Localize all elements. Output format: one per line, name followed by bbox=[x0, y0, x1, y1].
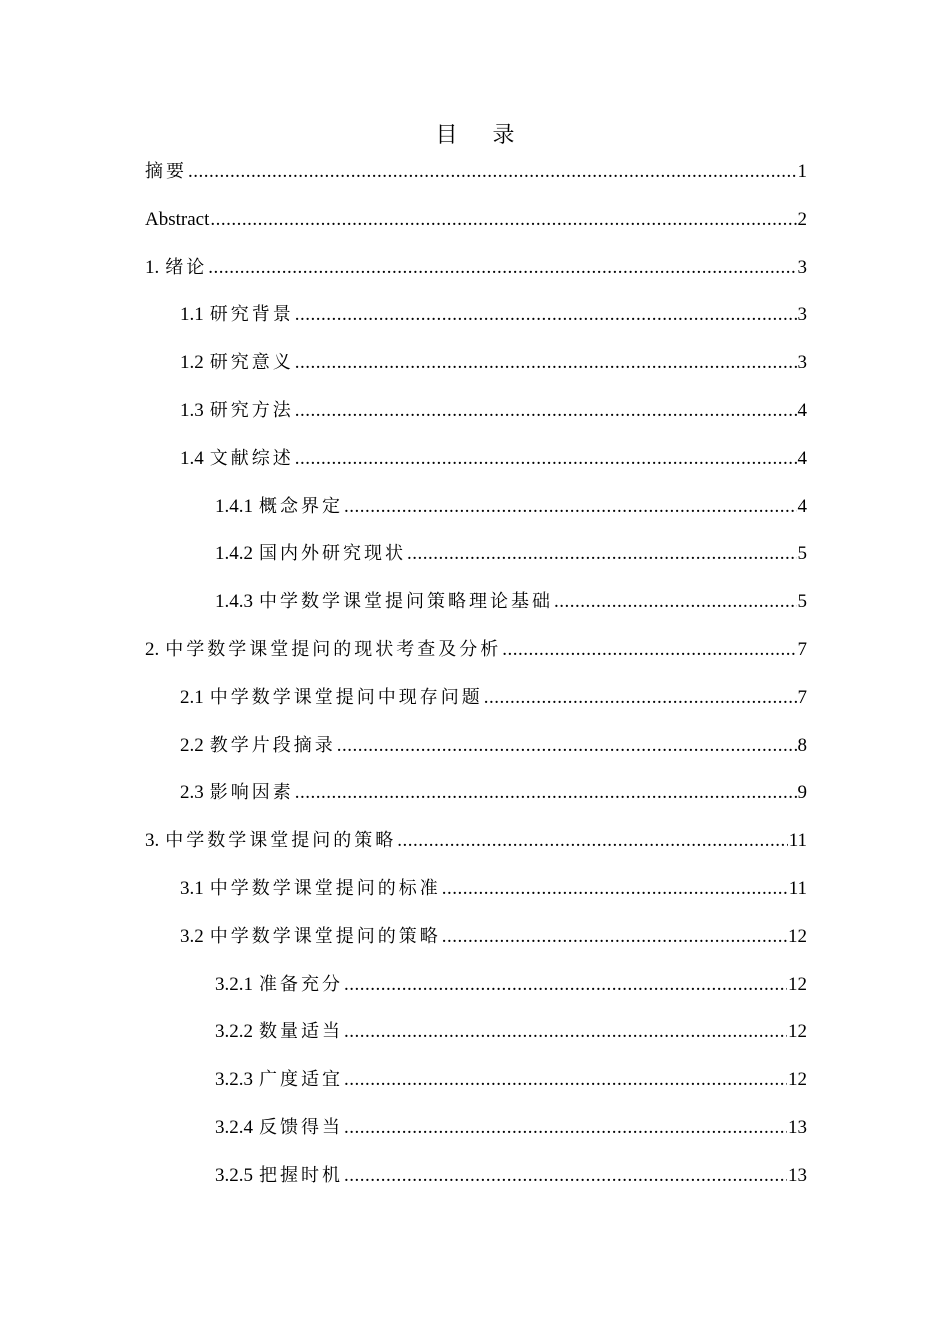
toc-entry-number: 1.4.3 bbox=[215, 591, 253, 613]
toc-entry-number: 3.2.1 bbox=[215, 973, 253, 995]
toc-entry[interactable] bbox=[145, 1156, 807, 1204]
toc-entry-number: 1. bbox=[145, 256, 160, 278]
toc-entry-page-number: 5 bbox=[797, 591, 807, 613]
toc-entry-number: 1.2 bbox=[180, 352, 204, 374]
toc-entry-number: 2.2 bbox=[180, 734, 204, 756]
toc-entry-page-number: 12 bbox=[788, 925, 807, 947]
toc-entry-page-number: 7 bbox=[797, 686, 807, 708]
dot-leader bbox=[554, 582, 797, 622]
toc-entry[interactable] bbox=[145, 391, 807, 439]
toc-entry[interactable] bbox=[145, 534, 807, 582]
toc-entry-page-number: 7 bbox=[797, 638, 807, 660]
toc-entry-number: 1.4.1 bbox=[215, 495, 253, 517]
toc-entry-number: 1.4 bbox=[180, 447, 204, 469]
toc-entry-label: 中学数学课堂提问的现状考查及分析 bbox=[165, 638, 502, 660]
dot-leader bbox=[344, 965, 787, 1005]
toc-entry[interactable] bbox=[145, 248, 807, 296]
toc-entry-label: 中学数学课堂提问的策略 bbox=[209, 925, 441, 947]
toc-entry[interactable] bbox=[145, 678, 807, 726]
dot-leader bbox=[295, 439, 797, 479]
toc-entry-label: 研究方法 bbox=[209, 399, 294, 421]
toc-entry-page-number: 3 bbox=[797, 304, 807, 326]
toc-entry[interactable] bbox=[145, 965, 807, 1013]
toc-entry-page-number: 3 bbox=[797, 352, 807, 374]
toc-entry-number: 1.4.2 bbox=[215, 543, 253, 565]
toc-entry-label: 国内外研究现状 bbox=[259, 543, 406, 565]
toc-entry[interactable] bbox=[145, 295, 807, 343]
toc-entry-page-number: 11 bbox=[788, 830, 807, 852]
toc-entry-label: 数量适当 bbox=[259, 1021, 343, 1043]
dot-leader bbox=[295, 343, 797, 383]
toc-entry-label: 中学数学课堂提问的标准 bbox=[209, 877, 441, 899]
dot-leader bbox=[344, 1060, 787, 1100]
toc-entry-number: 2. bbox=[145, 638, 160, 660]
toc-entry[interactable] bbox=[145, 439, 807, 487]
page-title: 目 录 bbox=[435, 123, 529, 148]
dot-leader bbox=[295, 773, 797, 813]
toc-entry[interactable] bbox=[145, 200, 807, 248]
dot-leader bbox=[337, 726, 797, 766]
toc-entry-page-number: 13 bbox=[788, 1116, 807, 1138]
toc-entry[interactable] bbox=[145, 869, 807, 917]
toc-entry-page-number: 3 bbox=[797, 256, 807, 278]
toc-entry[interactable] bbox=[145, 1060, 807, 1108]
dot-leader bbox=[397, 821, 787, 861]
dot-leader bbox=[188, 152, 797, 192]
toc-entry[interactable] bbox=[145, 487, 807, 535]
toc-entry-page-number: 11 bbox=[788, 877, 807, 899]
toc-entry-number: 1.3 bbox=[180, 399, 204, 421]
toc-entry-number: 3.2.2 bbox=[215, 1021, 253, 1043]
toc-entry-number: 3. bbox=[145, 830, 160, 852]
toc-entry[interactable] bbox=[145, 343, 807, 391]
toc-entry-label: 概念界定 bbox=[259, 495, 343, 517]
dot-leader bbox=[407, 534, 797, 574]
toc-entry-label: 把握时机 bbox=[259, 1164, 343, 1186]
toc-entry[interactable] bbox=[145, 582, 807, 630]
table-of-contents bbox=[145, 152, 807, 1204]
toc-entry[interactable] bbox=[145, 152, 807, 200]
toc-entry-page-number: 8 bbox=[797, 734, 807, 756]
toc-entry-label: 中学数学课堂提问的策略 bbox=[165, 830, 397, 852]
dot-leader bbox=[295, 295, 797, 335]
toc-entry[interactable] bbox=[145, 773, 807, 821]
toc-entry-label: 文献综述 bbox=[209, 447, 294, 469]
toc-entry-number: 2.3 bbox=[180, 782, 204, 804]
toc-entry-number: 2.1 bbox=[180, 686, 204, 708]
toc-entry-page-number: 4 bbox=[797, 495, 807, 517]
dot-leader bbox=[344, 1108, 787, 1148]
toc-entry[interactable] bbox=[145, 1012, 807, 1060]
dot-leader bbox=[502, 630, 796, 670]
toc-entry[interactable] bbox=[145, 726, 807, 774]
toc-entry-number: 3.2.3 bbox=[215, 1069, 253, 1091]
toc-entry-label: 中学数学课堂提问策略理论基础 bbox=[259, 591, 553, 613]
dot-leader bbox=[484, 678, 797, 718]
toc-entry-page-number: 12 bbox=[788, 973, 807, 995]
toc-entry-number: 3.2.5 bbox=[215, 1164, 253, 1186]
toc-entry-label: 教学片段摘录 bbox=[209, 734, 336, 756]
toc-entry-page-number: 2 bbox=[797, 208, 807, 230]
toc-entry-page-number: 4 bbox=[797, 399, 807, 421]
toc-entry[interactable] bbox=[145, 630, 807, 678]
toc-entry-page-number: 12 bbox=[788, 1069, 807, 1091]
dot-leader bbox=[344, 1012, 787, 1052]
toc-entry-page-number: 12 bbox=[788, 1021, 807, 1043]
toc-entry-label: 影响因素 bbox=[209, 782, 294, 804]
toc-entry-page-number: 5 bbox=[797, 543, 807, 565]
dot-leader bbox=[344, 1156, 787, 1196]
toc-entry-number: 3.1 bbox=[180, 877, 204, 899]
toc-entry-number: 3.2 bbox=[180, 925, 204, 947]
toc-entry-page-number: 13 bbox=[788, 1164, 807, 1186]
toc-entry-label: 绪论 bbox=[165, 256, 208, 278]
toc-entry-label: 广度适宜 bbox=[259, 1069, 343, 1091]
dot-leader bbox=[208, 248, 796, 288]
dot-leader bbox=[442, 869, 788, 909]
toc-entry-label: 研究背景 bbox=[209, 304, 294, 326]
toc-entry-label: 中学数学课堂提问中现存问题 bbox=[209, 686, 483, 708]
dot-leader bbox=[295, 391, 797, 431]
toc-entry-label: 研究意义 bbox=[209, 352, 294, 374]
toc-entry-page-number: 4 bbox=[797, 447, 807, 469]
toc-entry-number: 1.1 bbox=[180, 304, 204, 326]
dot-leader bbox=[210, 200, 796, 240]
toc-entry-number: 3.2.4 bbox=[215, 1116, 253, 1138]
dot-leader bbox=[344, 487, 797, 527]
toc-entry[interactable] bbox=[145, 821, 807, 869]
toc-entry-page-number: 9 bbox=[797, 782, 807, 804]
toc-entry-page-number: 1 bbox=[797, 161, 807, 182]
toc-entry-label: 反馈得当 bbox=[259, 1116, 343, 1138]
dot-leader bbox=[442, 917, 787, 957]
toc-entry-label: 摘要 bbox=[145, 161, 187, 182]
toc-entry-label: Abstract bbox=[145, 208, 210, 230]
toc-entry[interactable] bbox=[145, 917, 807, 965]
toc-entry[interactable] bbox=[145, 1108, 807, 1156]
toc-entry-label: 准备充分 bbox=[259, 973, 343, 995]
